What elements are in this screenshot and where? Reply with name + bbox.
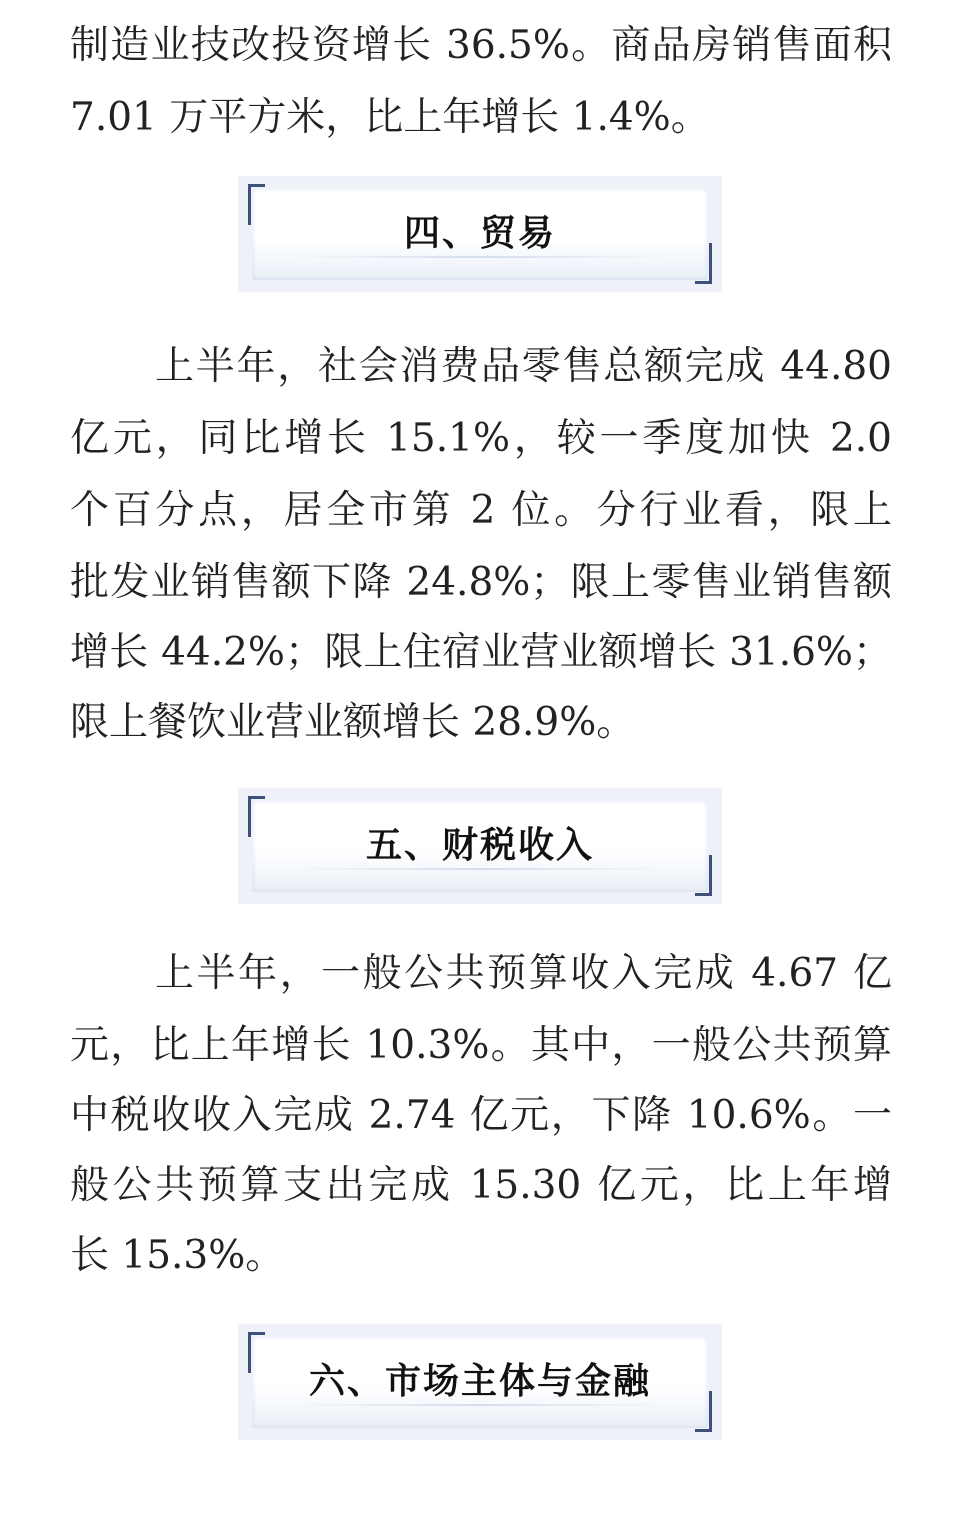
text-line: 批发业销售额下降 24.8%；限上零售业销售额 [70,560,892,605]
text-line: 个百分点，居全市第 2 位。分行业看，限上 [70,488,892,533]
text-line: 增长 44.2%；限上住宿业营业额增长 31.6%； [70,630,892,675]
text-line: 中税收收入完成 2.74 亿元，下降 10.6%。一 [70,1093,892,1138]
text-line: 元，比上年增长 10.3%。其中，一般公共预算 [70,1023,892,1068]
text-line: 制造业技改投资增长 36.5%。商品房销售面积 [70,23,892,68]
text-line: 7.01 万平方米，比上年增长 1.4%。 [70,95,710,140]
heading-divider [292,1404,668,1406]
text-line: 限上餐饮业营业额增长 28.9%。 [70,700,636,745]
text-line: 般公共预算支出完成 15.30 亿元，比上年增 [70,1163,892,1208]
text-line: 上半年，一般公共预算收入完成 4.67 亿 [155,951,892,996]
heading-divider [292,868,668,870]
heading-divider [292,256,668,258]
text-line: 上半年，社会消费品零售总额完成 44.80 [155,344,892,389]
section-title: 六、市场主体与金融 [308,1361,651,1402]
text-line: 长 15.3%。 [70,1233,285,1278]
section-title: 四、贸易 [403,213,556,254]
text-line: 亿元，同比增长 15.1%，较一季度加快 2.0 [70,416,892,461]
section-heading-market-finance [238,1324,722,1440]
section-heading-finance-tax [238,788,722,904]
section-heading-trade [238,176,722,292]
section-title: 五、财税收入 [365,825,594,866]
